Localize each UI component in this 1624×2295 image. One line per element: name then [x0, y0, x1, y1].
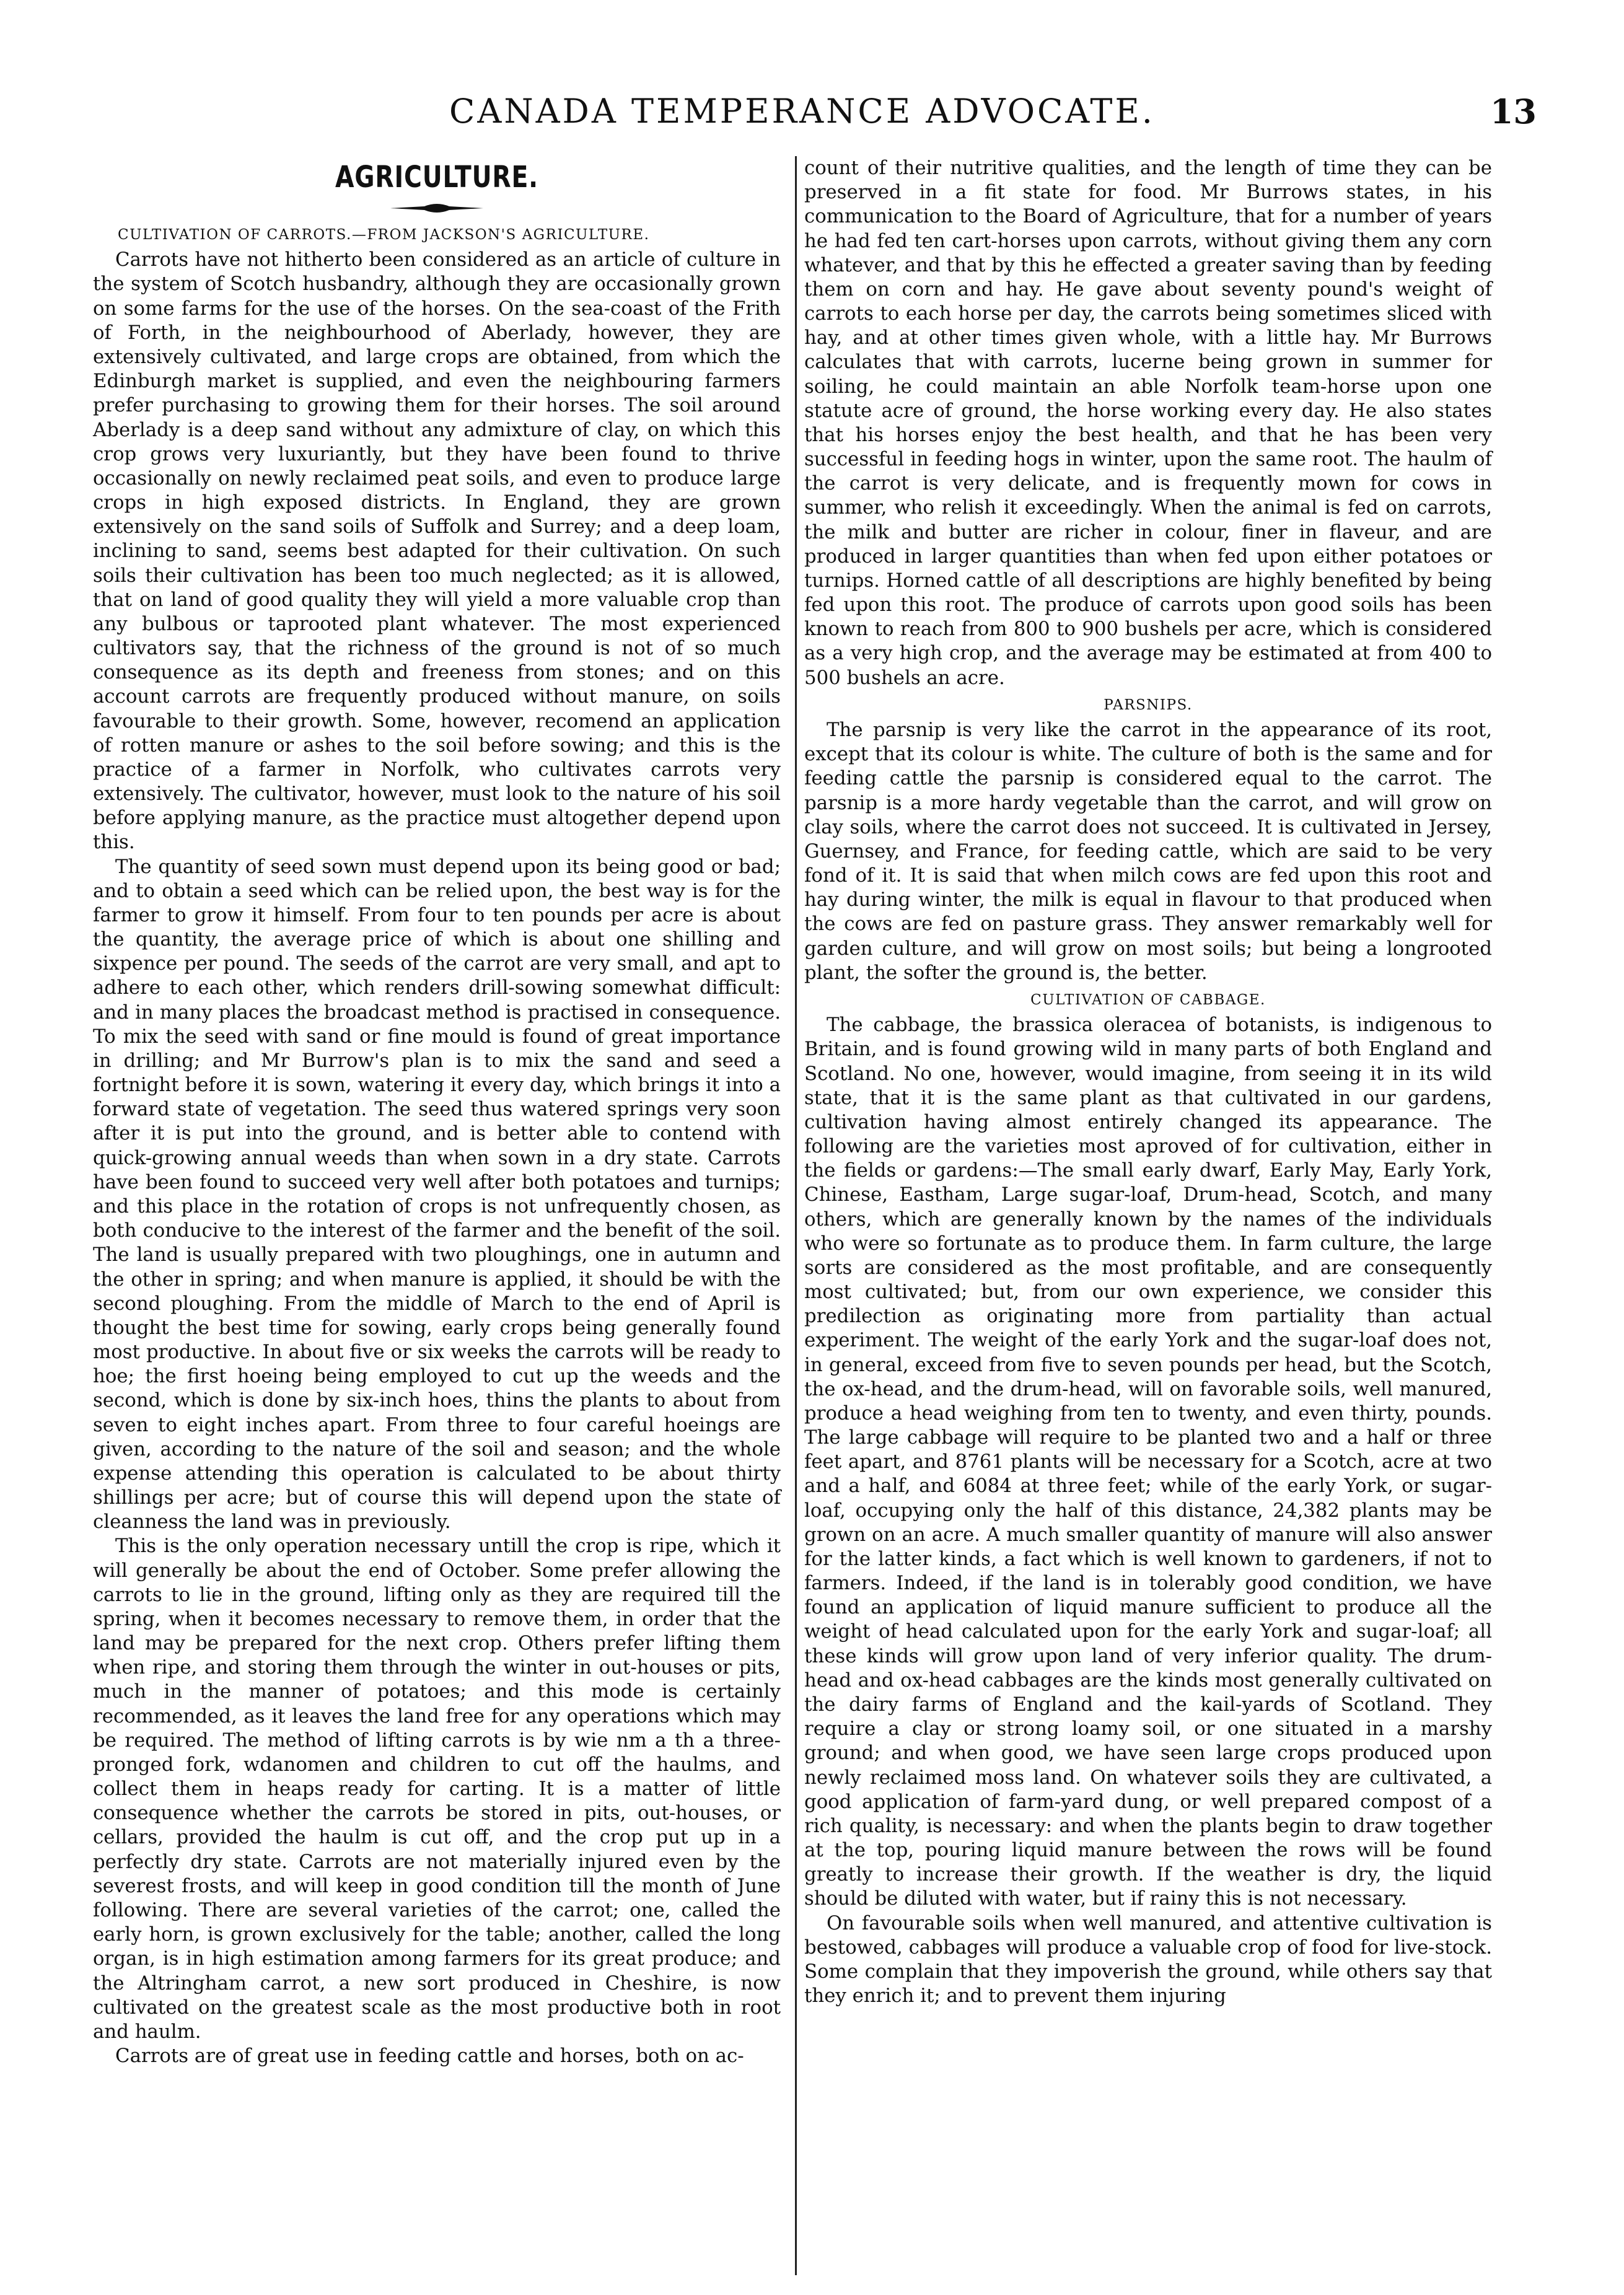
- cabbage-heading: CULTIVATION OF CABBAGE.: [1030, 991, 1266, 1008]
- section-title: AGRICULTURE.: [335, 160, 538, 195]
- paragraph: Carrots are of great use in feeding cattle and horses, both on ac-: [115, 2045, 744, 2068]
- paragraph: The parsnip is very like the carrot in the appearance of its root, except that its colour is white. The culture of both is the same and for feeding cattle the parsnip is considered equal to the carrot. The parsnip is a more hardy vegetable than the carrot, and will grow on clay soils, where the carrot does not succeed. It is cultivated in Jersey, Guernsey, and France, for feeding cattle, which are said to be very fond of it. It is said that when milch cows are fed upon this root and hay during winter, the milk is equal in flavour to that produced when the cows are fed on pasture grass. They answer remarkably well for garden culture, and will grow on most soils; but being a longrooted plant, the softer the ground is, the better.: [804, 719, 1492, 984]
- article-heading: CULTIVATION OF CARROTS.—FROM JACKSON'S AGRICULTURE.: [118, 227, 650, 244]
- paragraph: The cabbage, the brassica oleracea of botanists, is indigenous to Britain, and is found growing wild in many parts of both England and Scotland. No one, however, would imagine, from seeing it in its wild state, that it is the same plant as that cultivated in our gardens, cultivation having almost entirely changed its appearance. The following are the varieties most aproved of for cultivation, either in the fields or gardens:—The small early dwarf, Early May, Early York, Chinese, Eastham, Large sugar-loaf, Drum-head, Scotch, and many others, which are generally known by the names of the individuals who were so fortunate as to produce them. In farm culture, the large sorts are considered as the most profitable, and are consequently most cultivated; but, from our own experience, we consider this predilection as originating more from partiality than actual experiment. The weight of the early York and the sugar-loaf does not, in general, exceed from five to seven pounds per head, but the Scotch, the ox-head, and the drum-head, will on favorable soils, well manured, produce a head weighing from ten to twenty, and even thirty, pounds. The large cabbage will require to be planted two and a half or three feet apart, and 8761 plants will be necessary for a Scotch, acre at two and a half, and 6084 at three feet; while of the early York, or sugar-loaf, occupying only the half of this distance, 24,382 plants may be grown on an acre. A much smaller quantity of manure will also answer for the latter kinds, a fact which is well known to gardeners, if not to farmers. Indeed, if the land is in tolerably good condition, we have found an application of liquid manure sufficient to produce all the weight of head calculated upon for the early York and sugar-loaf; all these kinds will grow upon land of very inferior quality. The drum-head and ox-head cabbages are the kinds most generally cultivated on the dairy farms of England and the kail-yards of Scotland. They require a clay or strong loamy soil, or one situated in a marshy ground; and when good, we have seen large crops produced upon newly reclaimed moss land. On whatever soils they are cultivated, a good application of farm-yard dung, or well prepared compost of a rich quality, is necessary: and when the plants begin to draw together at the top, pouring liquid manure between the rows will be found greatly to increase their growth. If the weather is dry, the liquid should be diluted with water, but if rainy this is not necessary.: [804, 1014, 1492, 1910]
- column-divider: [795, 156, 797, 2275]
- right-column: [804, 156, 1492, 2008]
- paragraph: count of their nutritive qualities, and the length of time they can be preserved in a fit state for food. Mr Burrows states, in his communication to the Board of Agriculture, that for a number of years he had fed ten cart-horses upon carrots, without giving them any corn whatever, and that by this he effected a greater saving than by feeding them on corn and hay. He gave about seventy pound's weight of carrots to each horse per day, the carrots being sometimes sliced with hay, and at other times given whole, with a little hay. Mr Burrows calculates that with carrots, lucerne being grown in summer for soiling, he could maintain an able Norfolk team-horse upon one statute acre of ground, the horse working every day. He also states that his horses enjoy the best health, and that he has been very successful in feeding hogs in winter, upon the same root. The haulm of the carrot is very delicate, and is frequently mown for cows in summer, who relish it exceedingly. When the animal is fed on carrots, the milk and butter are richer in colour, finer in flaveur, and are produced in larger quantities than when fed upon either potatoes or turnips. Horned cattle of all descriptions are highly benefited by being fed upon this root. The produce of carrots upon good soils has been known to reach from 800 to 900 bushels per acre, which is considered as a very high crop, and the average may be estimated at from 400 to 500 bushels an acre.: [804, 157, 1492, 689]
- page-number: 13: [1490, 92, 1537, 131]
- paragraph: The quantity of seed sown must depend upon its being good or bad; and to obtain a seed which can be relied upon, the best way is for the farmer to grow it himself. From four to ten pounds per acre is about the quantity, the average price of which is about one shilling and sixpence per pound. The seeds of the carrot are very small, and apt to adhere to each other, which renders drill-sowing somewhat difficult: and in many places the broadcast method is practised in consequence. To mix the seed with sand or fine mould is found of great importance in drilling; and Mr Burrow's plan is to mix the sand and seed a fortnight before it is sown, watering it every day, which brings it into a forward state of vegetation. The seed thus watered springs very soon after it is put into the ground, and is better able to contend with quick-growing annual weeds than when sown in a dry state. Carrots have been found to succeed very well after both potatoes and turnips; and this place in the rotation of crops is not unfrequently chosen, as both conducive to the interest of the farmer and the benefit of the soil. The land is usually prepared with two ploughings, one in autumn and the other in spring; and when manure is applied, it should be with the second ploughing. From the middle of March to the end of April is thought the best time for sowing, early crops being generally found most productive. In about five or six weeks the carrots will be ready to hoe; the first hoeing being employed to cut up the weeds and the second, which is done by six-inch hoes, thins the plants to about from seven to eight inches apart. From three to four careful hoeings are given, according to the nature of the soil and season; and the whole expense attending this operation is calculated to be about thirty shillings per acre; but of course this will depend upon the state of cleanness the land was in previously.: [93, 855, 781, 1534]
- page-header: [93, 92, 1537, 135]
- publication-title: CANADA TEMPERANCE ADVOCATE.: [449, 92, 1155, 131]
- paragraph: Carrots have not hitherto been considered as an article of culture in the system of Scotch husbandry, although they are occasionally grown on some farms for the use of the horses. On the sea-coast of the Frith of Forth, in the neighbourhood of Aberlady, however, they are extensively cultivated, and large crops are obtained, from which the Edinburgh market is supplied, and even the neighbouring farmers prefer purchasing to growing them for their horses. The soil around Aberlady is a deep sand without any admixture of clay, on which this crop grows very luxuriantly, but they have been found to thrive occasionally on newly reclaimed peat soils, and even to produce large crops in high exposed districts. In England, they are grown extensively on the sand soils of Suffolk and Surrey; and a deep loam, inclining to sand, seems best adapted for their cultivation. On such soils their cultivation has been too much neglected; as it is allowed, that on land of good quality they will yield a more valuable crop than any bulbous or taprooted plant whatever. The most experienced cultivators say, that the richness of the ground is not of so much consequence as its depth and freeness from stones; and on this account carrots are frequently produced without manure, on soils favourable to their growth. Some, however, recomend an application of rotten manure or ashes to the soil before sowing; and this is the practice of a farmer in Norfolk, who cultivates carrots very extensively. The cultivator, however, must look to the nature of his soil before applying manure, as the practice must altogether depend upon this.: [93, 248, 781, 854]
- paragraph: This is the only operation necessary untill the crop is ripe, which it will generally be about the end of October. Some prefer allowing the carrots to lie in the ground, lifting only as they are required till the spring, when it becomes necessary to remove them, in order that the land may be prepared for the next crop. Others prefer lifting them when ripe, and storing them through the winter in out-houses or pits, much in the manner of potatoes; and this mode is certainly recommended, as it leaves the land free for any operations which may be required. The method of lifting carrots is by wie nm a th a three-pronged fork, wdanomen and children to cut off the haulms, and collect them in heaps ready for carting. It is a matter of little consequence whether the carrots be stored in pits, out-houses, or cellars, provided the haulm is cut off, and the crop put up in a perfectly dry state. Carrots are not materially injured even by the severest frosts, and will keep in good condition till the month of June following. There are several varieties of the carrot; one, called the early horn, is grown exclusively for the table; another, called the long organ, is in high estimation among farmers for its great produce; and the Altringham carrot, a new sort produced in Cheshire, is now cultivated on the greatest scale as the most productive both in root and haulm.: [93, 1535, 781, 2043]
- left-column: [93, 156, 781, 2068]
- paragraph: On favourable soils when well manured, and attentive cultivation is bestowed, cabbages will produce a valuable crop of food for live-stock. Some complain that they impoverish the ground, while others say that they enrich it; and to prevent them injuring: [804, 1911, 1492, 2008]
- ornament-rule-icon: [390, 201, 483, 215]
- parsnips-heading: PARSNIPS.: [1104, 696, 1193, 713]
